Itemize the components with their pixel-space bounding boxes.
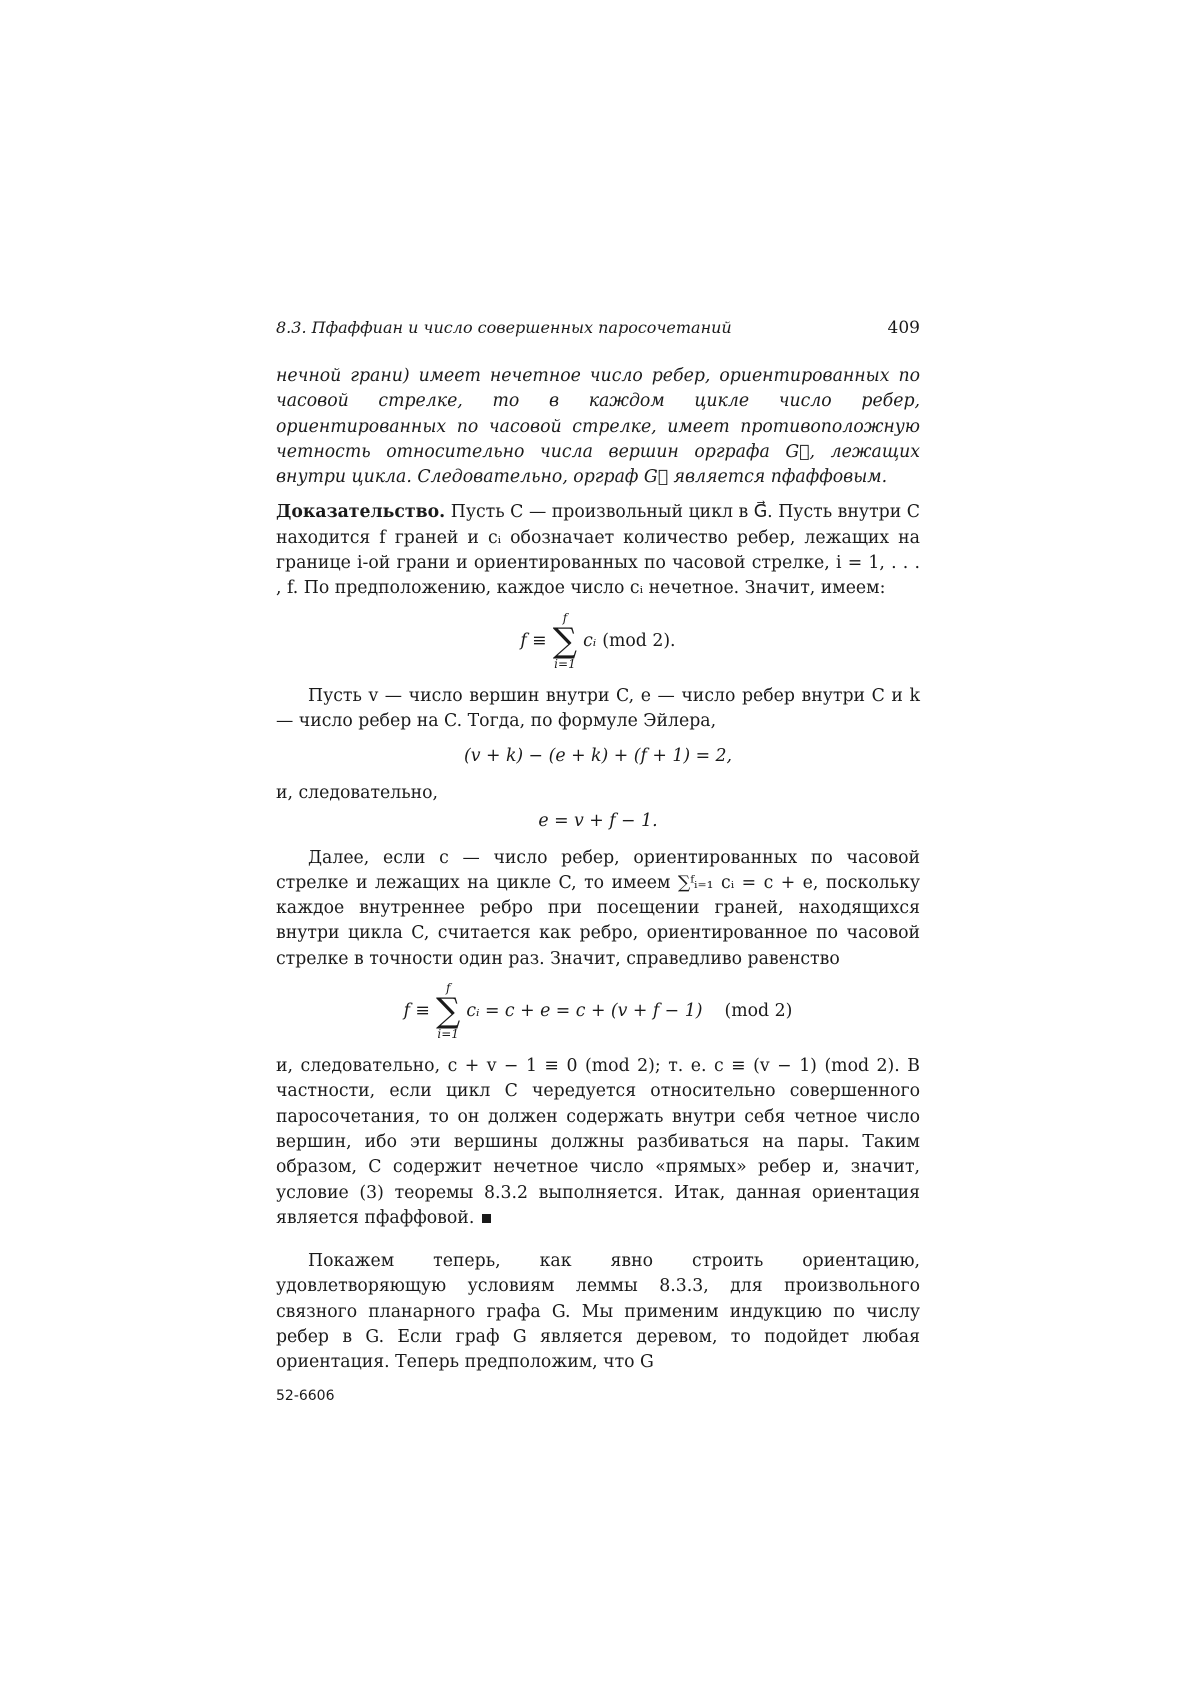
proof-paragraph <box>276 500 920 601</box>
paragraph-euler: Пусть v — число вершин внутри C, e — число ребер внутри C и k — число ребер на C. Тогда, по формуле Эйлера, <box>276 685 920 731</box>
eq1-mod: (mod 2). <box>602 630 676 651</box>
proof-label: Доказательство. <box>276 502 446 523</box>
conclusion-text: и, следовательно, c + v − 1 ≡ 0 (mod 2); т. е. c ≡ (v − 1) (mod 2). В частности, если цикл C чередуется относительно совершенного паросочетания, то он должен содержать внутри себя четное число вершин, ибо эти вершины должны разбиваться на пары. Таким образом, C содержит нечетное число «прямых» ребер и, значит, условие (3) теоремы 8.3.2 выполняется. Итак, данная ориентация является пфаффовой. <box>276 1056 920 1228</box>
paragraph-construction: Покажем теперь, как явно строить ориентацию, удовлетворяющую условиям леммы 8.3.3, для произвольного связного планарного графа G. Мы применим индукцию по числу ребер в G. Если граф G является деревом, то подойдет любая ориентация. Теперь предположим, что G <box>276 1251 920 1373</box>
sum-symbol <box>553 612 577 670</box>
equation-2: (v + k) − (e + k) + (f + 1) = 2, <box>463 746 733 767</box>
eq4-mod: (mod 2) <box>724 1001 793 1022</box>
lemma-continuation: нечной грани) имеет нечетное число ребер, ориентированных по часовой стрелке, то в каждом цикле число ребер, ориентированных по часовой стрелке, имеет противоположную четность относительно числа вершин орграфа G⃗, лежащих внутри цикла. Следовательно, орграф G⃗ является пфаффовым. <box>276 366 920 488</box>
signature-mark: 52-6606 <box>276 1387 335 1404</box>
sum-upper: f <box>562 610 568 625</box>
proof-text: Пусть C — произвольный цикл в G⃗. Пусть внутри C находится f граней и cᵢ обозначает количество ребер, лежащих на границе i-ой грани и ориентированных по часовой стрелке, i = 1, . . . , f. По предположению, каждое число cᵢ нечетное. Значит, имеем: <box>276 502 920 599</box>
page-number: 409 <box>887 318 920 338</box>
paragraph-clockwise: Далее, если c — число ребер, ориентированных по часовой стрелке и лежащих на цикле C, то имеем ∑ᶠᵢ₌₁ cᵢ = c + e, поскольку каждое внутреннее ребро при посещении граней, находящихся внутри цикла C, считается как ребро, ориентированное по часовой стрелке в точности один раз. Значит, справедливо равенство <box>276 847 920 969</box>
sigma-icon: ∑ <box>436 991 461 1032</box>
sum-symbol-2 <box>436 982 460 1040</box>
sum-lower: i=1 <box>554 656 576 671</box>
equation-4 <box>276 982 920 1040</box>
paragraph-hence: и, следовательно, <box>276 783 439 804</box>
eq1-lhs: f ≡ <box>520 630 547 651</box>
paragraph-conclusion <box>276 1054 920 1231</box>
equation-1 <box>276 612 920 670</box>
eq4-term: cᵢ = c + e = c + (v + f − 1) <box>466 1001 703 1022</box>
qed-icon <box>482 1214 491 1223</box>
sum-lower-2: i=1 <box>437 1027 459 1042</box>
eq4-lhs: f ≡ <box>403 1001 431 1022</box>
eq1-term: cᵢ <box>583 630 597 651</box>
sigma-icon: ∑ <box>552 620 578 661</box>
running-head <box>276 318 920 338</box>
equation-3: e = v + f − 1. <box>538 810 658 831</box>
section-title: 8.3. Пфаффиан и число совершенных паросочетаний <box>276 318 732 337</box>
sum-upper-2: f <box>445 981 451 996</box>
page <box>276 318 920 1404</box>
